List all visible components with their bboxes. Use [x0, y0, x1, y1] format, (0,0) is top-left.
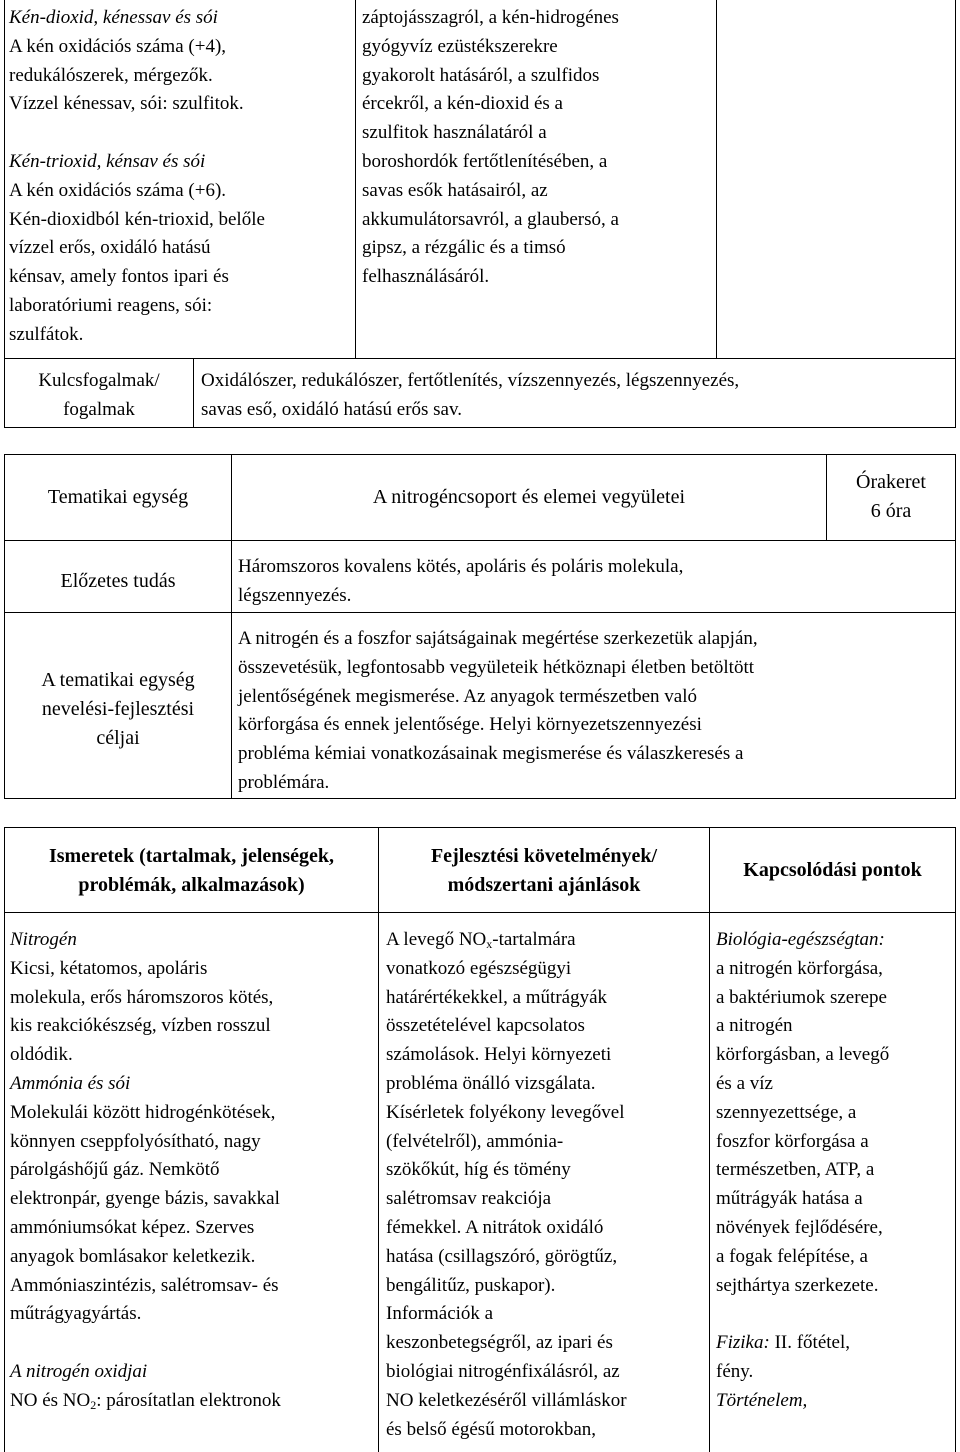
requirements-line: határértékekkel, a műtrágyák: [386, 986, 608, 1008]
connections-line: a fogak felépítése, a: [716, 1245, 868, 1267]
sulfur-oxides-lines: [9, 4, 354, 350]
key-concepts-text: [201, 367, 953, 425]
sulfur-examples-lines: [362, 4, 714, 292]
unit-title: A nitrogéncsoport és elemei vegyületei: [372, 486, 686, 508]
knowledge-line: A nitrogén oxidjai: [10, 1360, 148, 1382]
knowledge-lines: [10, 926, 376, 1387]
prior-knowledge-label: Előzetes tudás: [60, 570, 176, 592]
sulfur-examples-line: záptojásszagról, a kén-hidrogénes: [362, 7, 619, 28]
requirements-line: Információk a: [386, 1303, 494, 1325]
knowledge-line: Molekulái között hidrogénkötések,: [10, 1101, 276, 1123]
knowledge-line: kis reakciókészség, vízben rosszul: [10, 1015, 271, 1037]
header-knowledge-line1: Ismeretek (tartalmak, jelenségek,: [48, 845, 335, 867]
connections-line: és a víz: [716, 1072, 773, 1094]
nox-line: A levegő $NO_x$-tartalmára: [386, 929, 576, 951]
header-requirements-line2: módszertani ajánlások: [447, 874, 641, 896]
key-concepts-line1: Oxidálószer, redukálószer, fertőtlenítés, vízszennyezés, légszennyezés,: [201, 370, 740, 391]
header-requirements: [379, 842, 709, 900]
sulfur-oxides-line: Kén-dioxid, kénessav és sói: [9, 7, 218, 28]
prior-knowledge-line1: Háromszoros kovalens kötés, apoláris és poláris molekula,: [238, 556, 684, 577]
goals-label-line2: nevelési-fejlesztési: [41, 698, 195, 720]
goals-label-line1: A tematikai egység: [41, 669, 195, 691]
connections-line: szennyezettsége, a: [716, 1101, 857, 1123]
key-concepts-label: [5, 367, 193, 425]
requirements-line: NO keletkezéséről villámláskor: [386, 1389, 627, 1411]
requirements-line: számolások. Helyi környezeti: [386, 1044, 612, 1066]
knowledge-line: Ammóniaszintézis, salétromsav- és: [10, 1274, 279, 1296]
connections-line: a baktériumok szerepe: [716, 986, 887, 1008]
hours-label: Órakeret: [856, 471, 926, 493]
sulfur-examples-line: savas esők hatásairól, az: [362, 179, 548, 201]
goals-line: A nitrogén és a foszfor sajátságainak megértése szerkezetük alapján,: [238, 628, 758, 649]
knowledge-line: párolgáshőjű gáz. Nemkötő: [10, 1159, 220, 1181]
connections-line: Biológia-egészségtan:: [716, 929, 885, 950]
prior-knowledge-line2: légszennyezés.: [238, 584, 352, 606]
goals-line: összevetésük, legfontosabb vegyületeik hétköznapi életben betöltött: [238, 656, 755, 678]
requirements-lines: [386, 955, 708, 1445]
key-concepts-label-line1: Kulcsfogalmak/: [38, 370, 160, 391]
sulfur-examples-line: boroshordók fertőtlenítésében, a: [362, 150, 608, 172]
connections-line: [716, 1300, 954, 1329]
goals-label: [5, 666, 231, 753]
connections-line: a nitrogén körforgása,: [716, 957, 883, 979]
prior-knowledge-text: [238, 553, 953, 611]
sulfur-oxides-line: szulfátok.: [9, 323, 84, 345]
requirements-line: biológiai nitrogénfixálásról, az: [386, 1360, 620, 1382]
sulfur-oxides-line: kénsav, amely fontos ipari és: [9, 266, 229, 288]
sulfur-oxides-line: Vízzel kénessav, sói: szulfitok.: [9, 93, 244, 115]
key-concepts-line2: savas eső, oxidáló hatású erős sav.: [201, 398, 463, 420]
knowledge-line: Kicsi, kétatomos, apoláris: [10, 957, 208, 979]
hours-box: [827, 468, 955, 526]
knowledge-line: anyagok bomlásakor keletkezik.: [10, 1245, 256, 1267]
requirements-line: salétromsav reakciója: [386, 1188, 552, 1210]
requirements-line: vonatkozó egészségügyi: [386, 957, 572, 979]
requirements-line: és belső égésű motorokban,: [386, 1418, 597, 1440]
sulfur-examples-line: gyógyvíz ezüstékszerekre: [362, 35, 558, 57]
knowledge-line: oldódik.: [10, 1044, 73, 1066]
requirements-line: összetételével kapcsolatos: [386, 1015, 585, 1037]
hours-value: 6 óra: [870, 500, 912, 522]
requirements-line: szökőkút, híg és tömény: [386, 1159, 571, 1181]
sulfur-examples-line: gipsz, a rézgálic és a timsó: [362, 237, 566, 259]
requirements-line: keszonbetegségről, az ipari és: [386, 1332, 613, 1354]
sulfur-examples-line: szulfitok használatáról a: [362, 122, 547, 144]
physics-line: Fizika: II. főtétel,: [716, 1332, 851, 1354]
sulfur-oxides-line: laboratóriumi reagens, sói:: [9, 294, 213, 316]
sulfur-oxides-line: A kén oxidációs száma (+4),: [9, 35, 227, 57]
sulfur-examples-line: felhasználásáról.: [362, 266, 490, 288]
connections-line: műtrágyák hatása a: [716, 1188, 863, 1210]
requirements-line: (felvételről), ammónia-: [386, 1130, 564, 1152]
sulfur-examples-line: akkumulátorsavról, a glaubersó, a: [362, 208, 619, 230]
connections-line: növények fejlődésére,: [716, 1216, 883, 1238]
connections-extra-line: fény.: [716, 1360, 754, 1382]
requirements-line: probléma önálló vizsgálata.: [386, 1072, 596, 1094]
connections-line: foszfor körforgása a: [716, 1130, 869, 1152]
connections-line: sejthártya szerkezete.: [716, 1274, 879, 1296]
goals-line: problémára.: [238, 771, 330, 793]
header-connections: Kapcsolódási pontok: [743, 859, 922, 881]
requirements-line: hatása (csillagszóró, görögtűz,: [386, 1245, 618, 1267]
nitrogen-oxides-line: NO és $NO_2$: párosítatlan elektronok: [10, 1389, 281, 1412]
header-requirements-line1: Fejlesztési követelmények/: [430, 845, 658, 867]
sulfur-oxides-line: redukálószerek, mérgezők.: [9, 64, 213, 86]
knowledge-cell: [10, 926, 376, 1416]
knowledge-line: ammóniumsókat képez. Szerves: [10, 1216, 255, 1238]
requirements-line: Kísérletek folyékony levegővel: [386, 1101, 625, 1123]
connections-line: körforgásban, a levegő: [716, 1044, 890, 1066]
requirements-line: bengálitűz, puskapor).: [386, 1274, 556, 1296]
goals-line: körforgása és ennek jelentősége. Helyi környezetszennyezési: [238, 714, 702, 736]
unit-header-label: Tematikai egység: [47, 486, 189, 508]
goals-line: probléma kémiai vonatkozásainak megismerése és válaszkeresés a: [238, 743, 744, 765]
sulfur-oxides-line: [9, 119, 354, 148]
knowledge-line: molekula, erős háromszoros kötés,: [10, 986, 274, 1008]
sulfur-oxides-line: vízzel erős, oxidáló hatású: [9, 237, 211, 259]
connections-lines: [716, 926, 954, 1329]
connections-line: természetben, ATP, a: [716, 1159, 875, 1181]
key-concepts-label-line2: fogalmak: [63, 398, 135, 420]
knowledge-line: Nitrogén: [10, 929, 77, 950]
sulfur-oxides-line: Kén-dioxidból kén-trioxid, belőle: [9, 208, 265, 230]
requirements-line: fémekkel. A nitrátok oxidáló: [386, 1216, 604, 1238]
header-knowledge-line2: problémák, alkalmazások): [78, 874, 305, 896]
knowledge-line: műtrágyagyártás.: [10, 1303, 142, 1325]
sulfur-examples-line: gyakorolt hatásáról, a szulfidos: [362, 64, 600, 86]
sulfur-oxides-line: Kén-trioxid, kénsav és sói: [9, 150, 206, 172]
sulfur-oxides-line: A kén oxidációs száma (+6).: [9, 179, 227, 201]
knowledge-line: könnyen cseppfolyósítható, nagy: [10, 1130, 261, 1152]
knowledge-line: Ammónia és sói: [10, 1072, 131, 1094]
knowledge-line: elektronpár, gyenge bázis, savakkal: [10, 1188, 280, 1210]
header-knowledge: [5, 842, 378, 900]
connections-cell: [716, 926, 954, 1416]
connections-extra-lines: [716, 1358, 954, 1387]
goals-lines: [238, 625, 953, 798]
goals-line: jelentőségének megismerése. Az anyagok természetben való: [238, 685, 697, 707]
sulfur-examples-line: ércekről, a kén-dioxid és a: [362, 93, 563, 115]
connections-line: a nitrogén: [716, 1015, 793, 1037]
history-line: Történelem,: [716, 1389, 808, 1411]
knowledge-line: [10, 1329, 376, 1358]
goals-label-line3: céljai: [96, 727, 140, 749]
requirements-cell: [386, 926, 708, 1444]
